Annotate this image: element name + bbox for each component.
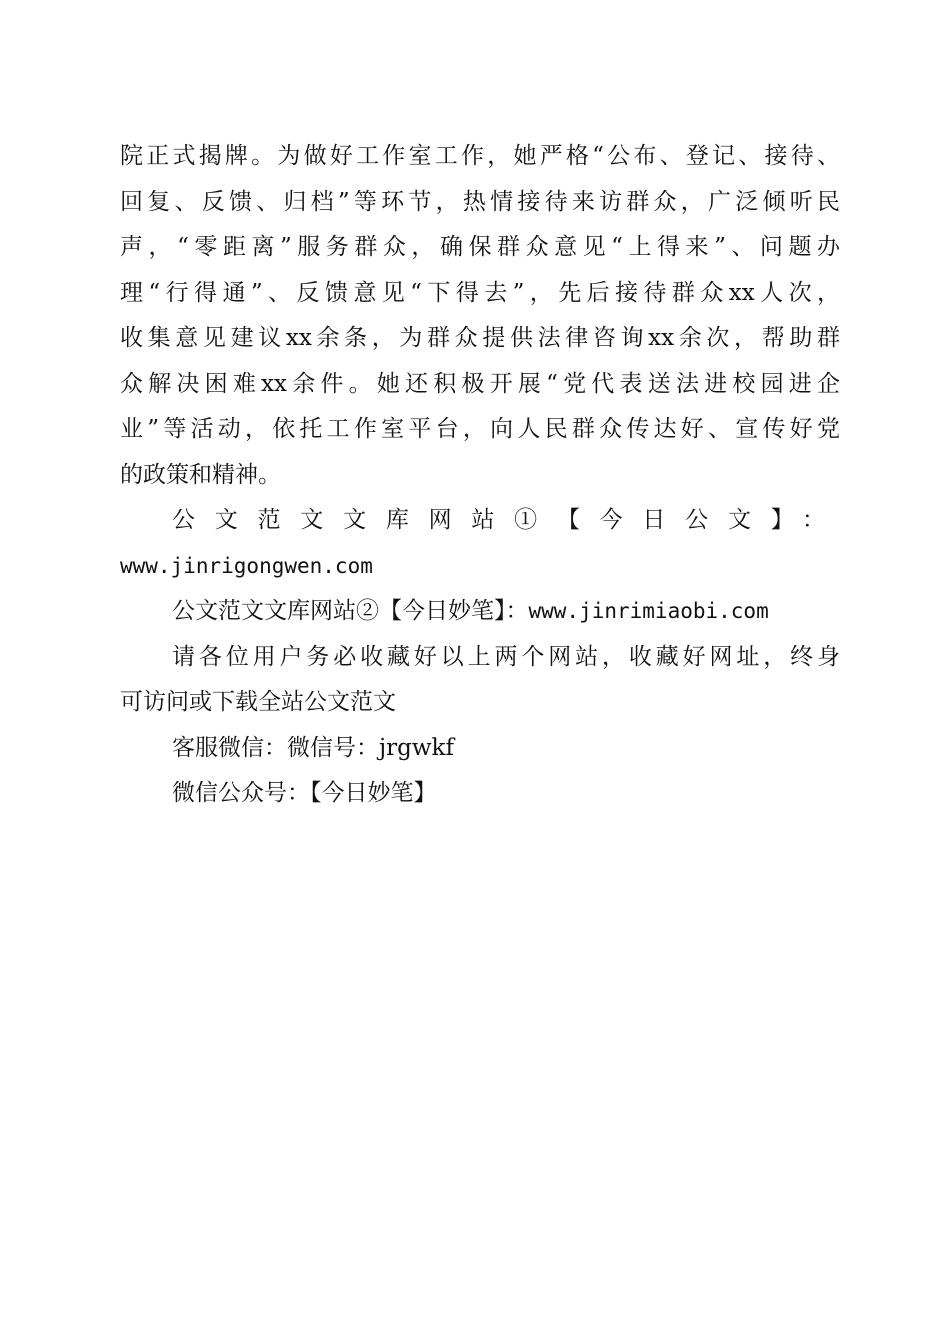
paragraph-line: 声，“零距离”服务群众，确保群众意见“上得来”、问题办	[120, 234, 840, 260]
paragraph-line: 众解决困难xx余件。她还积极开展“党代表送法进校园进企	[120, 370, 840, 397]
site2-url[interactable]: www.jinrimiaobi.com	[528, 599, 769, 623]
site1-block	[120, 498, 840, 589]
body-paragraph	[120, 134, 840, 498]
official-account: 微信公众号：【今日妙笔】	[172, 780, 437, 806]
paragraph-line: 收集意见建议xx余条，为群众提供法律咨询xx余次，帮助群	[120, 325, 840, 351]
paragraph-line: 理“行得通”、反馈意见“下得去”，先后接待群众xx人次，	[120, 279, 840, 306]
paragraph-line: 的政策和精神。	[120, 461, 281, 488]
service-wechat: 客服微信：微信号：jrgwkf	[172, 734, 454, 761]
site2-label: 公文范文文库网站②【今日妙笔】：	[172, 598, 529, 624]
paragraph-line: 院正式揭牌。为做好工作室工作，她严格“公布、登记、接待、	[120, 143, 840, 169]
notice-block	[120, 635, 840, 726]
paragraph-line: 回复、反馈、归档”等环节，热情接待来访群众，广泛倾听民	[120, 188, 840, 215]
paragraph-line: 业”等活动，依托工作室平台，向人民群众传达好、宣传好党	[120, 416, 840, 442]
notice-line-1: 请各位用户务必收藏好以上两个网站，收藏好网址，终身	[172, 643, 840, 670]
document-page	[120, 134, 840, 817]
site1-url[interactable]: www.jinrigongwen.com	[120, 553, 373, 578]
site2-block	[120, 589, 840, 635]
notice-line-2: 可访问或下载全站公文范文	[120, 689, 396, 715]
site1-label: 公文范文文库网站①【今日公文】：	[172, 507, 840, 533]
